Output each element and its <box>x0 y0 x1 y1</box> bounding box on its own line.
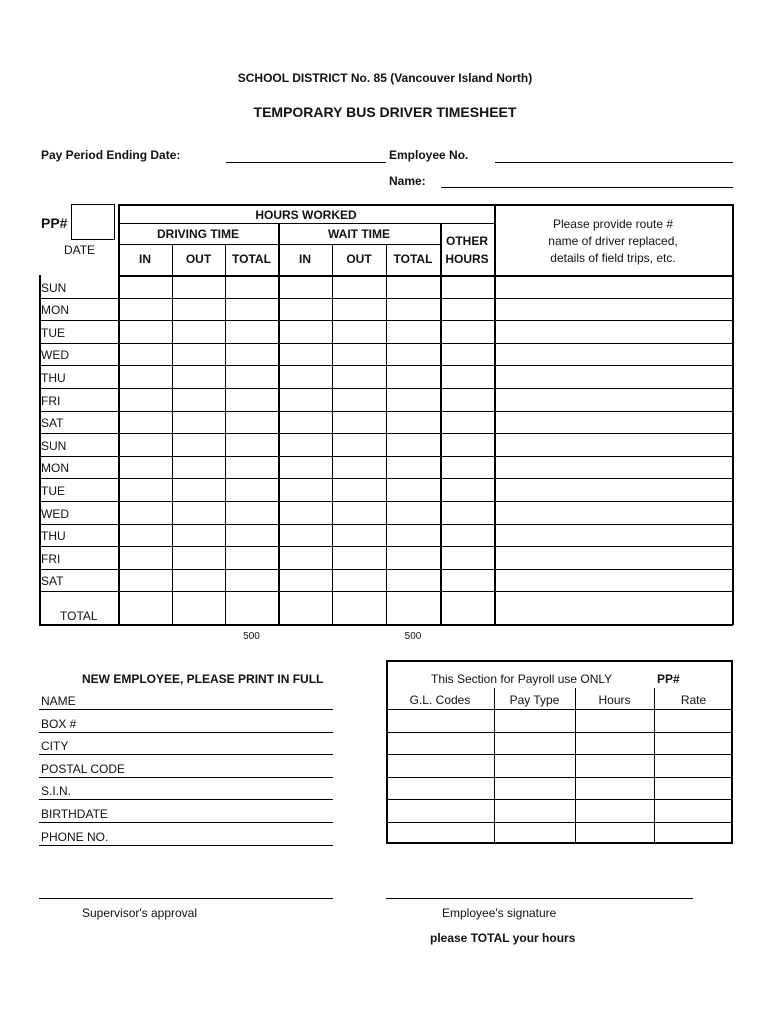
time-entry-cell[interactable] <box>440 501 494 524</box>
day-label: THU <box>41 371 66 385</box>
notes-line-3: details of field trips, etc. <box>550 251 676 265</box>
time-entry-cell[interactable] <box>440 524 494 547</box>
hours-header: HOURS <box>445 252 489 266</box>
notes-line-1: Please provide route # <box>552 217 674 231</box>
time-entry-cell[interactable] <box>172 275 225 298</box>
payroll-entry-cell[interactable] <box>575 777 654 800</box>
time-entry-cell[interactable] <box>440 433 494 456</box>
day-label: THU <box>41 529 66 544</box>
name-field[interactable] <box>441 187 733 188</box>
payroll-entry-cell[interactable] <box>654 777 733 800</box>
time-entry-cell[interactable] <box>494 456 732 479</box>
time-entry-cell[interactable] <box>118 411 172 434</box>
new-employee-field-label: NAME <box>41 694 76 708</box>
time-entry-cell[interactable] <box>494 388 732 411</box>
time-entry-cell[interactable] <box>172 524 225 547</box>
time-entry-cell[interactable] <box>332 320 386 343</box>
new-employee-heading: NEW EMPLOYEE, PLEASE PRINT IN FULL <box>82 672 324 686</box>
time-entry-cell[interactable] <box>225 275 278 298</box>
time-entry-cell[interactable] <box>278 546 332 569</box>
new-employee-field-line[interactable] <box>39 709 333 710</box>
time-entry-cell[interactable] <box>278 388 332 411</box>
supervisor-approval-label: Supervisor's approval <box>82 906 198 920</box>
time-entry-cell[interactable] <box>225 343 278 366</box>
page-title: TEMPORARY BUS DRIVER TIMESHEET <box>253 104 517 120</box>
time-entry-cell[interactable] <box>172 433 225 456</box>
time-entry-cell[interactable] <box>225 411 278 434</box>
date-label: DATE <box>63 243 96 257</box>
time-entry-cell[interactable] <box>278 478 332 501</box>
time-entry-cell[interactable] <box>278 524 332 547</box>
employee-no-label: Employee No. <box>389 148 469 162</box>
time-entry-cell[interactable] <box>118 524 172 547</box>
time-entry-cell[interactable] <box>494 501 732 524</box>
time-entry-cell[interactable] <box>225 298 278 321</box>
time-entry-cell[interactable] <box>386 546 440 569</box>
time-entry-cell[interactable] <box>440 478 494 501</box>
time-entry-cell[interactable] <box>172 298 225 321</box>
time-entry-cell[interactable] <box>172 546 225 569</box>
time-entry-cell[interactable] <box>494 275 732 298</box>
time-entry-cell[interactable] <box>225 569 278 592</box>
time-entry-cell[interactable] <box>386 478 440 501</box>
time-entry-cell[interactable] <box>440 298 494 321</box>
time-entry-cell[interactable] <box>386 388 440 411</box>
driving-time-header: DRIVING TIME <box>156 227 239 241</box>
payroll-entry-cell[interactable] <box>494 732 575 755</box>
time-entry-cell[interactable] <box>225 320 278 343</box>
time-entry-cell[interactable] <box>225 524 278 547</box>
time-entry-cell[interactable] <box>278 433 332 456</box>
payroll-entry-cell[interactable] <box>575 799 654 822</box>
time-entry-cell[interactable] <box>118 298 172 321</box>
time-entry-cell[interactable] <box>386 275 440 298</box>
time-entry-cell[interactable] <box>494 569 732 592</box>
time-entry-cell[interactable] <box>118 275 172 298</box>
payroll-entry-cell[interactable] <box>386 777 494 800</box>
payroll-entry-cell[interactable] <box>494 754 575 777</box>
time-entry-cell[interactable] <box>172 365 225 388</box>
time-entry-cell[interactable] <box>118 569 172 592</box>
driving-in-header: IN <box>139 252 151 266</box>
new-employee-field-label: CITY <box>41 739 69 754</box>
time-entry-cell[interactable] <box>494 320 732 343</box>
time-entry-cell[interactable] <box>225 433 278 456</box>
new-employee-field-label: S.I.N. <box>41 784 72 799</box>
payroll-entry-cell[interactable] <box>575 732 654 755</box>
time-entry-cell[interactable] <box>440 388 494 411</box>
pay-period-label: Pay Period Ending Date: <box>41 148 181 162</box>
payroll-entry-cell[interactable] <box>654 732 733 755</box>
time-entry-cell[interactable] <box>225 388 278 411</box>
new-employee-field-line[interactable] <box>39 822 333 823</box>
payroll-entry-cell[interactable] <box>386 709 494 732</box>
time-entry-cell[interactable] <box>494 433 732 456</box>
time-entry-cell[interactable] <box>440 456 494 479</box>
time-entry-cell[interactable] <box>225 456 278 479</box>
payroll-column-header: G.L. Codes <box>409 693 471 707</box>
time-entry-cell[interactable] <box>332 433 386 456</box>
new-employee-field-label: POSTAL CODE <box>41 761 126 776</box>
time-entry-cell[interactable] <box>278 456 332 479</box>
time-entry-cell[interactable] <box>386 569 440 592</box>
time-entry-cell[interactable] <box>172 501 225 524</box>
time-entry-cell[interactable] <box>440 343 494 366</box>
time-entry-cell[interactable] <box>386 524 440 547</box>
pay-period-field[interactable] <box>226 162 386 163</box>
day-label: MON <box>41 461 69 476</box>
time-entry-cell[interactable] <box>386 365 440 388</box>
time-entry-cell[interactable] <box>278 343 332 366</box>
day-label: SAT <box>41 416 64 431</box>
payroll-column-header: Pay Type <box>509 693 560 707</box>
time-entry-cell[interactable] <box>225 501 278 524</box>
payroll-entry-cell[interactable] <box>494 799 575 822</box>
time-entry-cell[interactable] <box>332 343 386 366</box>
district-name: SCHOOL DISTRICT No. 85 (Vancouver Island North) <box>237 71 533 85</box>
time-entry-cell[interactable] <box>332 388 386 411</box>
payroll-entry-cell[interactable] <box>575 709 654 732</box>
employee-no-field[interactable] <box>495 162 733 163</box>
payroll-entry-cell[interactable] <box>654 754 733 777</box>
time-entry-cell[interactable] <box>494 298 732 321</box>
pp-number-box[interactable] <box>71 204 115 240</box>
employee-signature-line[interactable] <box>386 898 693 899</box>
payroll-entry-cell[interactable] <box>494 709 575 732</box>
time-entry-cell[interactable] <box>278 569 332 592</box>
time-entry-cell[interactable] <box>332 298 386 321</box>
new-employee-field-line[interactable] <box>39 754 333 755</box>
time-entry-cell[interactable] <box>332 478 386 501</box>
employee-signature-label: Employee's signature <box>442 906 557 920</box>
notes-line-2: name of driver replaced, <box>548 234 678 248</box>
day-label: MON <box>41 303 69 318</box>
time-entry-cell[interactable] <box>332 456 386 479</box>
driving-total-header: TOTAL <box>232 252 271 266</box>
wait-in-header: IN <box>299 252 311 266</box>
pp-label: PP# <box>41 215 68 231</box>
payroll-entry-cell[interactable] <box>494 777 575 800</box>
time-entry-cell[interactable] <box>172 456 225 479</box>
time-entry-cell[interactable] <box>494 365 732 388</box>
time-entry-cell[interactable] <box>118 546 172 569</box>
day-label: FRI <box>41 551 61 566</box>
new-employee-field-line[interactable] <box>39 732 333 733</box>
time-entry-cell[interactable] <box>332 411 386 434</box>
time-entry-cell[interactable] <box>332 524 386 547</box>
time-entry-cell[interactable] <box>332 275 386 298</box>
time-entry-cell[interactable] <box>118 501 172 524</box>
time-entry-cell[interactable] <box>386 433 440 456</box>
time-entry-cell[interactable] <box>172 388 225 411</box>
time-entry-cell[interactable] <box>278 501 332 524</box>
day-label: WED <box>41 348 69 363</box>
day-label: SUN <box>41 438 67 453</box>
time-entry-cell[interactable] <box>494 343 732 366</box>
other-header: OTHER <box>446 234 488 248</box>
time-entry-cell[interactable] <box>386 501 440 524</box>
time-entry-cell[interactable] <box>386 320 440 343</box>
name-label: Name: <box>389 174 426 188</box>
time-entry-cell[interactable] <box>440 411 494 434</box>
time-entry-cell[interactable] <box>278 365 332 388</box>
time-entry-cell[interactable] <box>118 320 172 343</box>
time-entry-cell[interactable] <box>118 456 172 479</box>
time-entry-cell[interactable] <box>440 569 494 592</box>
day-label: FRI <box>41 393 61 408</box>
wait-time-header: WAIT TIME <box>328 227 390 241</box>
payroll-column-header: Rate <box>680 693 707 707</box>
payroll-entry-cell[interactable] <box>575 754 654 777</box>
time-entry-cell[interactable] <box>494 411 732 434</box>
time-entry-cell[interactable] <box>494 524 732 547</box>
day-label: SUN <box>41 280 67 295</box>
time-entry-cell[interactable] <box>172 569 225 592</box>
time-entry-cell[interactable] <box>278 411 332 434</box>
time-entry-cell[interactable] <box>332 365 386 388</box>
time-entry-cell[interactable] <box>332 569 386 592</box>
time-entry-cell[interactable] <box>172 478 225 501</box>
time-entry-cell[interactable] <box>118 343 172 366</box>
payroll-pp-label: PP# <box>657 672 680 686</box>
time-entry-cell[interactable] <box>332 546 386 569</box>
time-entry-cell[interactable] <box>440 365 494 388</box>
payroll-entry-cell[interactable] <box>386 799 494 822</box>
time-entry-cell[interactable] <box>494 546 732 569</box>
time-entry-cell[interactable] <box>440 546 494 569</box>
driving-out-header: OUT <box>185 252 212 266</box>
time-entry-cell[interactable] <box>278 298 332 321</box>
time-entry-cell[interactable] <box>386 411 440 434</box>
day-label: TUE <box>41 325 65 340</box>
time-entry-cell[interactable] <box>440 275 494 298</box>
hours-worked-header: HOURS WORKED <box>255 208 357 222</box>
day-label: WED <box>41 506 69 521</box>
time-entry-cell[interactable] <box>118 433 172 456</box>
payroll-entry-cell[interactable] <box>654 799 733 822</box>
new-employee-field-line[interactable] <box>39 777 333 778</box>
total-hours-reminder: please TOTAL your hours <box>430 931 576 945</box>
time-entry-cell[interactable] <box>332 501 386 524</box>
time-entry-cell[interactable] <box>225 478 278 501</box>
new-employee-field-label: PHONE NO. <box>41 829 109 844</box>
new-employee-field-line[interactable] <box>39 845 333 846</box>
time-entry-cell[interactable] <box>440 320 494 343</box>
time-entry-cell[interactable] <box>278 275 332 298</box>
day-label: SAT <box>41 574 64 589</box>
time-entry-cell[interactable] <box>494 478 732 501</box>
payroll-heading: This Section for Payroll use ONLY <box>431 672 613 686</box>
time-entry-cell[interactable] <box>278 320 332 343</box>
supervisor-signature-line[interactable] <box>39 898 333 899</box>
wait-out-header: OUT <box>346 252 372 266</box>
payroll-entry-cell[interactable] <box>654 709 733 732</box>
wait-footnote: 500 <box>404 631 422 642</box>
time-entry-cell[interactable] <box>386 456 440 479</box>
day-label: TUE <box>41 484 65 498</box>
wait-total-header: TOTAL <box>393 252 433 266</box>
time-entry-cell[interactable] <box>172 343 225 366</box>
time-entry-cell[interactable] <box>386 298 440 321</box>
new-employee-field-label: BIRTHDATE <box>41 807 108 821</box>
time-entry-cell[interactable] <box>386 343 440 366</box>
time-entry-cell[interactable] <box>172 411 225 434</box>
new-employee-field-line[interactable] <box>39 799 333 800</box>
payroll-entry-cell[interactable] <box>386 754 494 777</box>
payroll-column-header: Hours <box>598 693 631 707</box>
driving-footnote: 500 <box>243 631 260 642</box>
time-entry-cell[interactable] <box>225 365 278 388</box>
time-entry-cell[interactable] <box>225 546 278 569</box>
time-entry-cell[interactable] <box>172 320 225 343</box>
time-entry-cell[interactable] <box>118 365 172 388</box>
time-entry-cell[interactable] <box>118 478 172 501</box>
total-row-label: TOTAL <box>60 609 98 623</box>
new-employee-field-label: BOX # <box>41 716 77 731</box>
payroll-entry-cell[interactable] <box>386 732 494 755</box>
time-entry-cell[interactable] <box>118 388 172 411</box>
